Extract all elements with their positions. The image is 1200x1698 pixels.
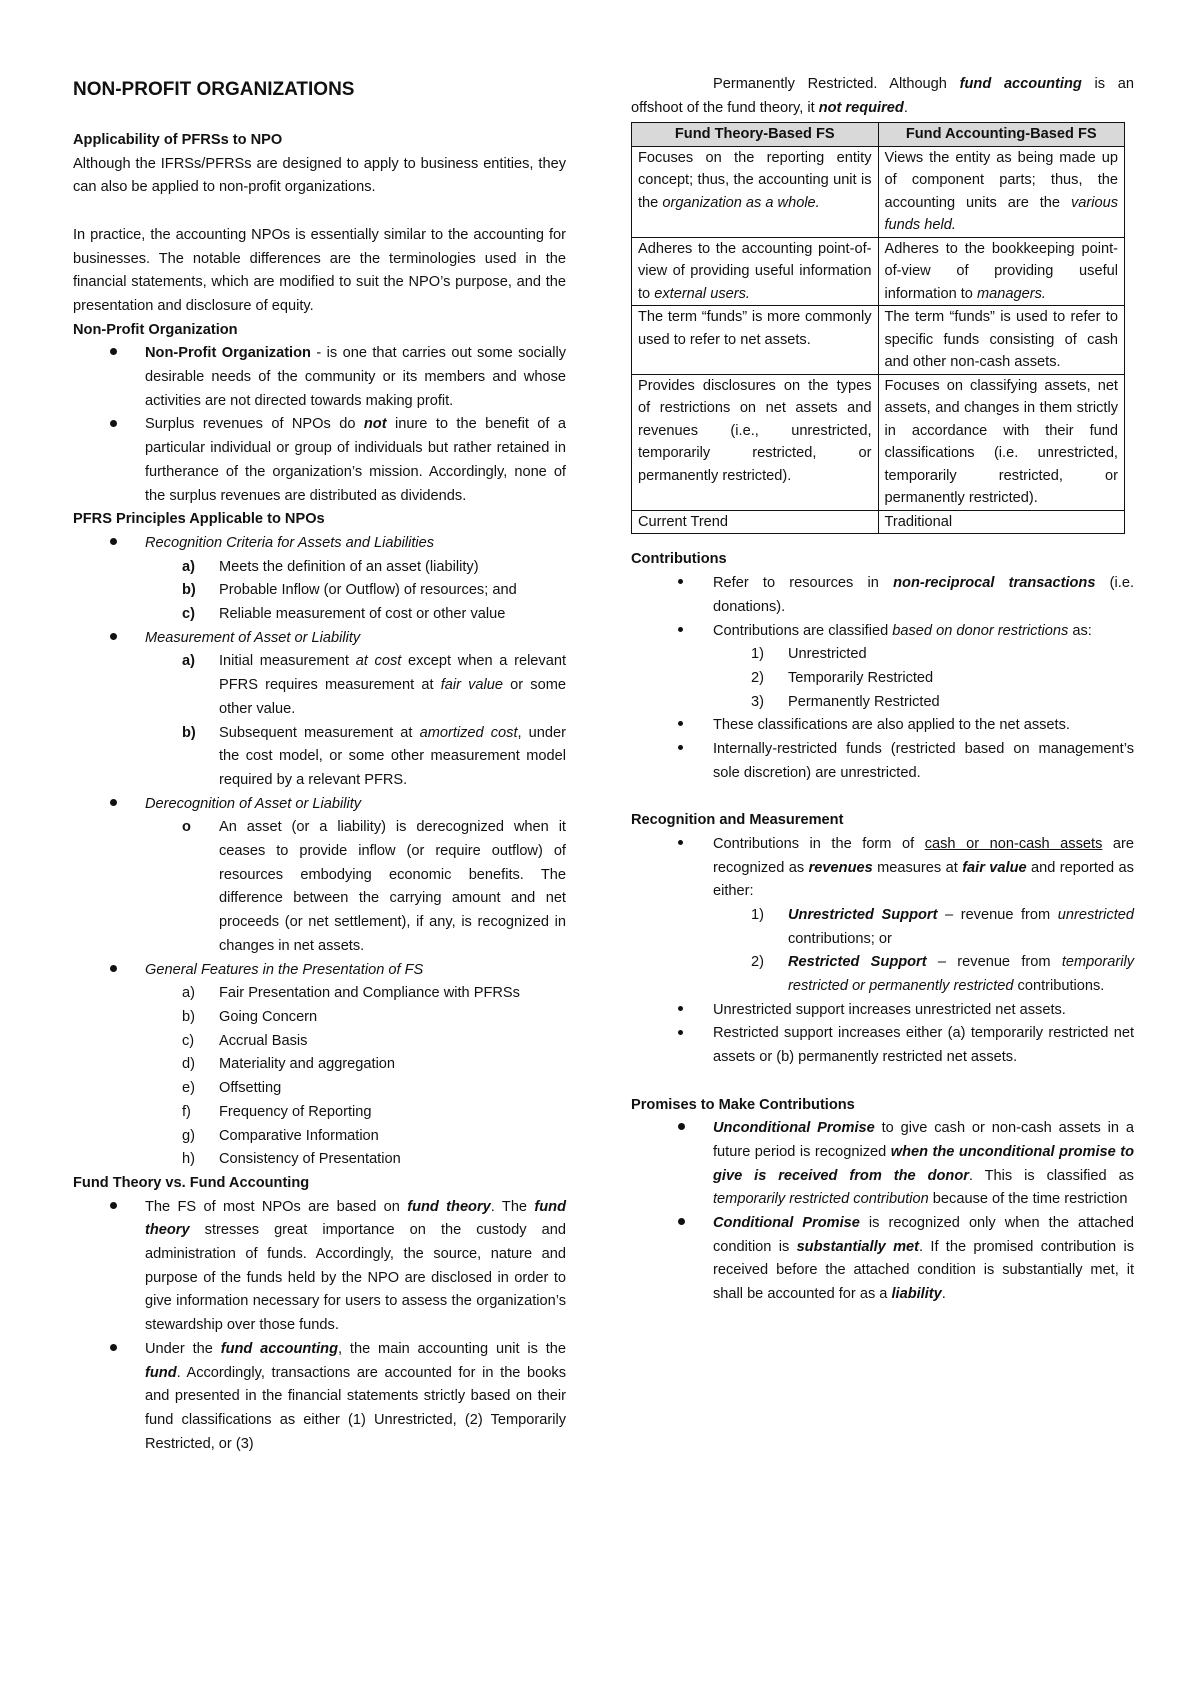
table-cell: Traditional: [878, 510, 1125, 534]
bullet-icon: [110, 348, 117, 355]
table-row: [632, 510, 1125, 534]
list-item: Restricted support increases either (a) temporarily restricted net assets or (b) permanently restricted net assets.: [631, 1022, 1134, 1069]
bullet-icon: [110, 799, 117, 806]
list-item: 2) Restricted Support – revenue from temporarily restricted or permanently restricted contributions.: [751, 954, 1135, 995]
list-item: Conditional Promise is recognized only when the attached condition is substantially met. If the promised contribution is received before the attached condition is substantially met, it shall be accounted for as a liability.: [631, 1212, 1134, 1307]
contributions-heading: Contributions: [631, 551, 727, 568]
list-item: o An asset (or a liability) is derecognized when it ceases to provide inflow (or require outflow) of resources embodying economic benefits. The difference between the carrying amount and net proceeds (or net settlement), if any, is recognized in changes in net assets.: [182, 819, 566, 954]
bullet-icon: [110, 1344, 117, 1351]
list-item: e) Offsetting: [182, 1080, 282, 1097]
bullet-icon: [678, 627, 683, 632]
list-item: 2) Temporarily Restricted: [751, 669, 934, 686]
list-item: f) Frequency of Reporting: [182, 1103, 372, 1120]
promises-heading: Promises to Make Contributions: [631, 1096, 855, 1113]
list-item: a) Fair Presentation and Compliance with PFRSs: [182, 985, 520, 1002]
bullet-icon: [110, 538, 117, 545]
table-cell: Views the entity as being made up of component parts; thus, the accounting units are the various funds held.: [878, 146, 1125, 237]
npo-bullet-list: [73, 342, 566, 508]
bullet-icon: [678, 1218, 685, 1225]
list-item: c) Reliable measurement of cost or other value: [182, 606, 506, 623]
bullet-icon: [678, 1006, 683, 1011]
bullet-icon: [678, 579, 683, 584]
list-item: 3) Permanently Restricted: [751, 693, 940, 710]
list-item: Measurement of Asset or Liability a) Initial measurement at cost except when a relevant PFRS requires measurement at fair value or some other value. b) Subsequent measurement at amortized cost, under the cost model, or some other measurement model required by a relevant PFRS.: [73, 627, 566, 793]
applicability-paragraph-2: In practice, the accounting NPOs is essentially similar to the accounting for businesses. The notable differences are the terminologies used in the financial statements, which are modified to suit the NPO’s purpose, and the presentation and disclosure of equity.: [73, 226, 566, 314]
table-cell: Focuses on classifying assets, net assets, and changes in them strictly in accordance with their fund classifications (i.e. unrestricted, temporarily restricted, or permanently restricted).: [878, 374, 1125, 510]
bullet-icon: [678, 1030, 683, 1035]
list-item: Under the fund accounting, the main accounting unit is the fund. Accordingly, transactions are accounted for in the books and presented in the financial statements strictly based on their fund classifications as either (1) Unrestricted, (2) Temporarily Restricted, or (3): [73, 1338, 566, 1457]
support-types-list: [631, 904, 1134, 999]
list-item: g) Comparative Information: [182, 1127, 379, 1144]
bullet-icon: [110, 633, 117, 640]
pfrs-heading: PFRS Principles Applicable to NPOs: [73, 511, 325, 528]
list-item: 1) Unrestricted Support – revenue from unrestricted contributions; or: [751, 906, 1135, 947]
table-cell: Focuses on the reporting entity concept; thus, the accounting unit is the organization as a whole.: [632, 146, 879, 237]
list-item: These classifications are also applied to the net assets.: [631, 714, 1134, 738]
list-item: a) Initial measurement at cost except when a relevant PFRS requires measurement at fair value or some other value.: [182, 653, 567, 717]
derecognition-list: [73, 816, 566, 958]
list-item: Non-Profit Organization - is one that carries out some socially desirable needs of the community or its members and whose activities are not directed towards making profit.: [73, 342, 566, 413]
fund-heading: Fund Theory vs. Fund Accounting: [73, 1174, 310, 1191]
table-cell: The term “funds” is more commonly used to refer to net assets.: [632, 306, 879, 375]
applicability-heading: Applicability of PFRSs to NPO: [73, 132, 283, 148]
fund-continuation: Permanently Restricted. Although fund accounting is an offshoot of the fund theory, it not required.: [631, 76, 1134, 116]
bullet-icon: [678, 721, 683, 726]
contribution-types-list: [631, 643, 1134, 714]
bullet-icon: [678, 745, 683, 750]
fund-bullet-list: [73, 1196, 566, 1457]
list-item: Unconditional Promise to give cash or non-cash assets in a future period is recognized when the unconditional promise to give is received from the donor. This is classified as temporarily restricted contribution because of the time restriction: [631, 1117, 1134, 1212]
list-item: Contributions are classified based on donor restrictions as: 1) Unrestricted 2) Temporarily Restricted 3) Permanently Restricted: [631, 620, 1134, 715]
table-cell: Current Trend: [632, 510, 879, 534]
list-item: Internally-restricted funds (restricted based on management’s sole discretion) are unrestricted.: [631, 738, 1134, 785]
list-item: The FS of most NPOs are based on fund theory. The fund theory stresses great importance on the custody and administration of funds. Accordingly, the source, nature and purpose of the funds held by the NPO are disclosed in order to give information necessary for users to assess the organization’s stewardship over those funds.: [73, 1196, 566, 1338]
pfrs-bullet-list: [73, 532, 566, 1172]
list-item: Refer to resources in non-reciprocal transactions (i.e. donations).: [631, 572, 1134, 619]
table-header: Fund Theory-Based FS: [632, 123, 879, 147]
list-item: h) Consistency of Presentation: [182, 1151, 401, 1168]
npo-heading: Non-Profit Organization: [73, 321, 238, 338]
table-header: Fund Accounting-Based FS: [878, 123, 1125, 147]
recognition-heading: Recognition and Measurement: [631, 812, 844, 829]
table-row: [632, 374, 1125, 510]
bullet-icon: [110, 1202, 117, 1209]
recognition-list: [73, 556, 566, 627]
bullet-icon: [678, 1123, 685, 1130]
list-item: b) Going Concern: [182, 1009, 318, 1025]
table-cell: Adheres to the bookkeeping point-of-view of providing useful information to managers.: [878, 237, 1125, 306]
fund-comparison-table: [631, 122, 1125, 534]
list-item: d) Materiality and aggregation: [182, 1056, 396, 1073]
list-item: 1) Unrestricted: [751, 646, 867, 663]
bullet-icon: [110, 965, 117, 972]
list-item: Derecognition of Asset or Liability o An asset (or a liability) is derecognized when it ceases to provide inflow (or require outflow) of resources embodying economic benefits. The difference between the carrying amount and net proceeds (or net settlement), if any, is recognized in changes in net assets.: [73, 793, 566, 959]
table-cell: Provides disclosures on the types of restrictions on net assets and revenues (i.e., unrestricted, temporarily restricted, or permanently restricted).: [632, 374, 879, 510]
general-features-list: [73, 982, 566, 1172]
applicability-paragraph-1: Although the IFRSs/PFRSs are designed to apply to business entities, they can also be applied to non-profit organizations.: [73, 155, 566, 196]
list-item: b) Subsequent measurement at amortized cost, under the cost model, or some other measurement model required by a relevant PFRS.: [182, 724, 566, 788]
table-row: [632, 306, 1125, 375]
list-item: Unrestricted support increases unrestricted net assets.: [631, 999, 1134, 1023]
left-column: [73, 77, 566, 1456]
list-item: Contributions in the form of cash or non-cash assets are recognized as revenues measures at fair value and reported as either: 1) Unrestricted Support – revenue from unrestricted contributions; or 2) Restricted Support – revenue from temporarily restricted or permanently restricted contributions.: [631, 833, 1134, 999]
recognition-measurement-list: [631, 833, 1134, 1070]
list-item: General Features in the Presentation of FS a) Fair Presentation and Compliance with PFRSs b) Going Concern c) Accrual Basis d) Materiality and aggregation e) Offsetting f) Frequency of Reporting g) Comparative Information h) Consistency of Presentation: [73, 959, 566, 1172]
table-cell: Adheres to the accounting point-of-view of providing useful information to external users.: [632, 237, 879, 306]
bullet-icon: [678, 840, 683, 845]
list-item: Recognition Criteria for Assets and Liabilities a) Meets the definition of an asset (liability) b) Probable Inflow (or Outflow) of resources; and c) Reliable measurement of cost or other value: [73, 532, 566, 627]
list-item: a) Meets the definition of an asset (liability): [182, 558, 479, 575]
table-row: [632, 237, 1125, 306]
right-column: [631, 73, 1134, 1307]
bullet-icon: [110, 420, 117, 427]
table-row: [632, 146, 1125, 237]
list-item: c) Accrual Basis: [182, 1032, 308, 1049]
table-cell: The term “funds” is used to refer to specific funds consisting of cash and other non-cash assets.: [878, 306, 1125, 375]
measurement-list: [73, 650, 566, 792]
contributions-list: [631, 572, 1134, 785]
promises-list: [631, 1117, 1134, 1307]
list-item: b) Probable Inflow (or Outflow) of resources; and: [182, 582, 517, 599]
table-header-row: [632, 123, 1125, 147]
page-title: NON-PROFIT ORGANIZATIONS: [73, 79, 355, 100]
list-item: Surplus revenues of NPOs do not inure to the benefit of a particular individual or group of individuals but rather retained in furtherance of the organization’s mission. Accordingly, none of the surplus revenues are distributed as dividends.: [73, 413, 566, 508]
